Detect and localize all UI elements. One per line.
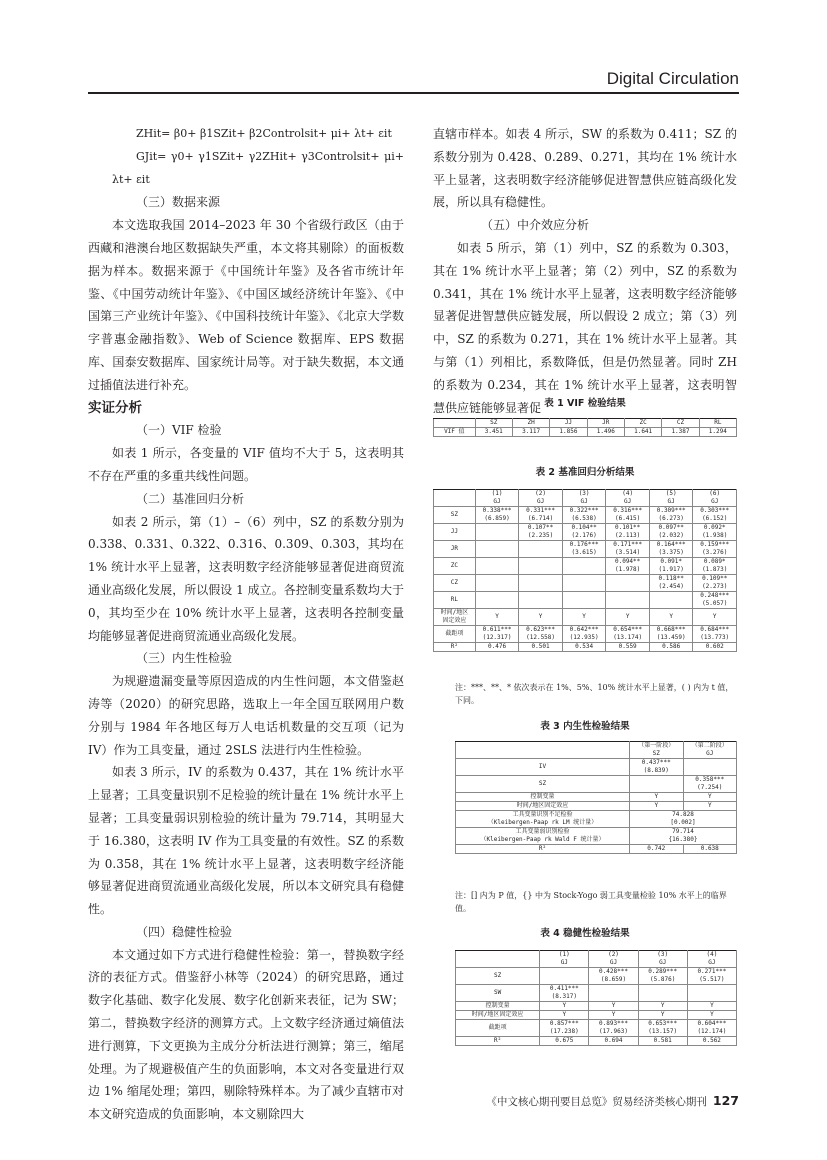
table-row xyxy=(456,985,737,1002)
equation-1: ZHit= β0+ β1SZit+ β2Controlsit+ μi+ λt+ εit xyxy=(136,127,392,140)
table-cell: 0.602 xyxy=(693,643,737,652)
table-cell: 0.316*** (6.415) xyxy=(606,507,650,524)
table-cell: (1) GJ xyxy=(475,490,519,507)
table-row xyxy=(434,541,737,558)
table-cell: Y xyxy=(606,609,650,626)
table-cell: 0.322*** (6.538) xyxy=(562,507,606,524)
table-cell: 时间/地区 固定效应 xyxy=(434,609,476,626)
table-cell: Y xyxy=(638,1011,687,1020)
table-cell xyxy=(687,985,736,1002)
table-cell: Y xyxy=(630,793,683,802)
table-cell xyxy=(562,558,606,575)
table-cell xyxy=(456,742,630,759)
table-cell: 0.642*** (12.935) xyxy=(562,626,606,643)
table-cell: 0.089* (1.873) xyxy=(693,558,737,575)
table-cell: 0.675 xyxy=(540,1037,589,1046)
table-cell: RL xyxy=(434,592,476,609)
page-number: 127 xyxy=(712,1093,739,1108)
table-header-row xyxy=(434,419,737,428)
table-cell: 0.164*** (3.375) xyxy=(649,541,693,558)
right-column xyxy=(433,123,737,419)
table-cell: 工具变量识别不足检验 （Kleibergen-Paap rk LM 统计量） xyxy=(456,811,630,828)
table-cell: （第二阶段） GJ xyxy=(683,742,737,759)
table-cell: Y xyxy=(589,1011,638,1020)
table-cell: 1.496 xyxy=(587,428,624,437)
table-cell: 1.856 xyxy=(550,428,587,437)
table-cell: SZ xyxy=(475,419,512,428)
table-header-row xyxy=(456,951,737,968)
table-cell: JJ xyxy=(434,524,476,541)
table-cell: 0.104** (2.176) xyxy=(562,524,606,541)
table-cell xyxy=(606,575,650,592)
table2-baseline xyxy=(433,489,737,652)
table-cell xyxy=(475,592,519,609)
table-cell: 0.109** (2.273) xyxy=(693,575,737,592)
table-cell xyxy=(519,541,563,558)
table1-caption: 表 1 VIF 检验结果 xyxy=(544,398,626,409)
table-cell: ZC xyxy=(434,558,476,575)
table-header-row xyxy=(456,742,737,759)
table-cell: JJ xyxy=(550,419,587,428)
table-row xyxy=(456,968,737,985)
table-cell: 0.581 xyxy=(638,1037,687,1046)
table-cell: 0.437*** (8.839) xyxy=(630,759,683,776)
table-cell xyxy=(606,592,650,609)
table-header-row xyxy=(434,490,737,507)
section-heading-empirical: 实证分析 xyxy=(88,399,142,416)
table-cell xyxy=(519,558,563,575)
table-cell: RL xyxy=(699,419,736,428)
table2-caption: 表 2 基准回归分析结果 xyxy=(535,467,635,478)
table-cell xyxy=(589,985,638,1002)
table-cell: (5) GJ xyxy=(649,490,693,507)
table-cell: Y xyxy=(519,609,563,626)
left-column xyxy=(88,123,404,1126)
subheading-endogeneity: （三）内生性检验 xyxy=(136,651,233,666)
table-cell: 0.604*** (12.174) xyxy=(687,1020,736,1037)
table-cell xyxy=(519,575,563,592)
table-row xyxy=(456,828,737,845)
table-cell xyxy=(434,419,476,428)
table-cell: 0.653*** (13.157) xyxy=(638,1020,687,1037)
table-cell: 0.501 xyxy=(519,643,563,652)
table-cell: 0.668*** (13.459) xyxy=(649,626,693,643)
table-cell: (2) GJ xyxy=(589,951,638,968)
table-cell: 0.331*** (6.714) xyxy=(519,507,563,524)
paragraph-robustness: 本文通过如下方式进行稳健性检验：第一，替换数字经济的表征方式。借鉴舒小林等（2024）的研究思路，通过数字化基础、数字化发展、数字化创新来表征，记为 SW；第二，替换数字经济的测算方式。上文数字经济通过熵值法进行测算，下文更换为主成分分析法进行测算；第三，缩尾处理。为了规避极值产生的负面影响，本文对各变量进行双边 1% 缩尾处理；第四，剔除特殊样本。为了减少直辖市对本文研究造成的负面影响，本文剔除四大 xyxy=(88,947,404,1122)
table-cell xyxy=(562,592,606,609)
paragraph-endogeneity-b: 如表 3 所示，IV 的系数为 0.437，其在 1% 统计水平上显著；工具变量识别不足检验的统计量在 1% 统计水平上显著；工具变量弱识别检验的统计量为 79.714，其明显大于 16.380，这表明 IV 作为工具变量的有效性。SZ 的系数为 0.358，其在 1% 统计水平上显著，这表明数字经济能够显著促进商贸流通业高级化发展，所以本文研究具有稳健性。 xyxy=(88,765,404,917)
table-row xyxy=(434,558,737,575)
table-cell: Y xyxy=(638,1002,687,1011)
table-cell: 控制变量 xyxy=(456,793,630,802)
table-cell: 0.309*** (6.273) xyxy=(649,507,693,524)
table-cell: 3.117 xyxy=(512,428,549,437)
table-cell xyxy=(434,490,476,507)
table-cell: 0.101** (2.113) xyxy=(606,524,650,541)
paragraph-mediation: 如表 5 所示，第（1）列中，SZ 的系数为 0.303，其在 1% 统计水平上显著；第（2）列中，SZ 的系数为 0.341，其在 1% 统计水平上显著，这表明数字经济能够显著促进智慧供应链发展，所以假设 2 成立；第（3）列中，SZ 的系数为 0.271，其在 1% 统计水平上显著。其与第（1）列相比，系数降低，但是仍然显著。同时 ZH 的系数为 0.234，其在 1% 统计水平上显著，这表明智慧供应链能够显著促 xyxy=(433,240,737,415)
table-cell: 0.534 xyxy=(562,643,606,652)
table-cell xyxy=(630,776,683,793)
table-cell: 截距项 xyxy=(456,1020,540,1037)
table-cell: Y xyxy=(687,1011,736,1020)
table-cell: 0.611*** (12.317) xyxy=(475,626,519,643)
table-cell: 0.171*** (3.514) xyxy=(606,541,650,558)
subheading-vif: （一）VIF 检验 xyxy=(136,423,222,438)
table-cell: 0.562 xyxy=(687,1037,736,1046)
table-row xyxy=(456,793,737,802)
table-cell: 0.338*** (6.859) xyxy=(475,507,519,524)
table-row xyxy=(456,802,737,811)
paragraph-baseline: 如表 2 所示，第（1）–（6）列中，SZ 的系数分别为 0.338、0.331、0.322、0.316、0.309、0.303，其均在 1% 统计水平上显著，这表明数字经济能够显著促进商贸流通业高级化发展，所以假设 1 成立。各控制变量系数均大于 0，其均至少在 10% 统计水平上显著，这表明各控制变量均能够显著促进商贸流通业高级化发展。 xyxy=(88,514,404,643)
table-cell: 时间/地区固定效应 xyxy=(456,1011,540,1020)
subheading-baseline: （二）基准回归分析 xyxy=(136,491,245,506)
table-row xyxy=(434,609,737,626)
table1-vif xyxy=(433,418,737,437)
table-cell: SZ xyxy=(456,968,540,985)
table4-caption: 表 4 稳健性检验结果 xyxy=(540,928,630,939)
table-cell: 0.097** (2.032) xyxy=(649,524,693,541)
page-footer xyxy=(486,1093,739,1109)
table-cell: 0.159*** (3.276) xyxy=(693,541,737,558)
table-cell: (4) GJ xyxy=(687,951,736,968)
table-cell: （第一阶段） SZ xyxy=(630,742,683,759)
paragraph-data-source: 本文选取我国 2014–2023 年 30 个省级行政区（由于西藏和港澳台地区数据缺失严重，本文将其剔除）的面板数据为样本。数据来源于《中国统计年鉴》及各省市统计年鉴、《中国劳动统计年鉴》、《中国区域经济统计年鉴》、《中国第三产业统计年鉴》、《中国科技统计年鉴》、《北京大学数字普惠金融指数》、Web of Science 数据库、EPS 数据库、国泰安数据库、国家统计局等。对于缺失数据，本文通过插值法进行补充。 xyxy=(88,218,404,392)
table-cell xyxy=(456,951,540,968)
paragraph-endogeneity-a: 为规避遗漏变量等原因造成的内生性问题，本文借鉴赵涛等（2020）的研究思路，选取上一年全国互联网用户数分别与 1984 年各地区每万人电话机数量的交互项（记为 IV）作为工具变量，通过 2SLS 法进行内生性检验。 xyxy=(88,674,404,757)
table-cell: (6) GJ xyxy=(693,490,737,507)
table-row xyxy=(456,759,737,776)
table-cell: (4) GJ xyxy=(606,490,650,507)
table-cell xyxy=(475,558,519,575)
table4-robustness xyxy=(455,950,737,1046)
table-cell: R² xyxy=(456,845,630,854)
table-row xyxy=(434,507,737,524)
table-cell: (1) GJ xyxy=(540,951,589,968)
table-cell xyxy=(649,592,693,609)
table-cell xyxy=(638,985,687,1002)
table-cell: 74.828 [0.002] xyxy=(630,811,737,828)
table-cell xyxy=(475,524,519,541)
subheading-robustness: （四）稳健性检验 xyxy=(136,924,233,939)
table3-caption: 表 3 内生性检验结果 xyxy=(540,721,630,732)
table-cell: Y xyxy=(589,1002,638,1011)
table-cell: 0.857*** (17.238) xyxy=(540,1020,589,1037)
table-cell: (2) GJ xyxy=(519,490,563,507)
table-cell: Y xyxy=(683,802,737,811)
table-cell: 0.654*** (13.174) xyxy=(606,626,650,643)
table-cell: JR xyxy=(587,419,624,428)
table-cell: 0.638 xyxy=(683,845,737,854)
table-cell: Y xyxy=(562,609,606,626)
paragraph-vif: 如表 1 所示，各变量的 VIF 值均不大于 5，这表明其不存在严重的多重共线性问题。 xyxy=(88,446,404,483)
table-cell: 0.271*** (5.517) xyxy=(687,968,736,985)
table-row xyxy=(434,575,737,592)
table-cell: Y xyxy=(630,802,683,811)
header-rule xyxy=(88,92,739,94)
table-cell: 0.684*** (13.773) xyxy=(693,626,737,643)
table-row xyxy=(434,592,737,609)
table-cell: Y xyxy=(540,1002,589,1011)
table-row xyxy=(456,811,737,828)
table-cell: 1.387 xyxy=(662,428,699,437)
subheading-data-source: （三）数据来源 xyxy=(136,195,221,210)
table-cell: 工具变量弱识别检验 （Kleibergen-Paap rk Wald F 统计量） xyxy=(456,828,630,845)
table-cell: 时间/地区固定效应 xyxy=(456,802,630,811)
table-cell: ZC xyxy=(624,419,661,428)
table-cell: 截距项 xyxy=(434,626,476,643)
table-cell: 控制变量 xyxy=(456,1002,540,1011)
table-cell: CZ xyxy=(662,419,699,428)
table-cell xyxy=(519,592,563,609)
table-row xyxy=(434,524,737,541)
table-cell: SW xyxy=(456,985,540,1002)
table-cell: 0.358*** (7.254) xyxy=(683,776,737,793)
table-cell: 0.694 xyxy=(589,1037,638,1046)
table-cell: Y xyxy=(687,1002,736,1011)
table-cell: Y xyxy=(475,609,519,626)
table-cell: 0.893*** (17.963) xyxy=(589,1020,638,1037)
table-row xyxy=(434,428,737,437)
table-cell xyxy=(475,541,519,558)
table-row xyxy=(456,1002,737,1011)
table-cell: 0.411*** (8.317) xyxy=(540,985,589,1002)
table-cell: Y xyxy=(649,609,693,626)
equation-2: GJit= γ0+ γ1SZit+ γ2ZHit+ γ3Controlsit+ μi+ λt+ εit xyxy=(112,149,404,186)
table-cell: SZ xyxy=(434,507,476,524)
table-cell: CZ xyxy=(434,575,476,592)
table-cell: IV xyxy=(456,759,630,776)
table-cell: Y xyxy=(540,1011,589,1020)
table-cell: 0.623*** (12.558) xyxy=(519,626,563,643)
table2-note: 注：***、**、* 依次表示在 1%、5%、10% 统计水平上显著，( ) 内为 t 值，下同。 xyxy=(455,683,734,705)
table-cell: 0.092* (1.938) xyxy=(693,524,737,541)
table-row xyxy=(434,626,737,643)
table-cell xyxy=(475,575,519,592)
table-cell: 3.451 xyxy=(475,428,512,437)
table-cell xyxy=(683,759,737,776)
table-cell: 0.248*** (5.057) xyxy=(693,592,737,609)
table-cell: 0.118** (2.454) xyxy=(649,575,693,592)
table-cell: 0.476 xyxy=(475,643,519,652)
table-row xyxy=(456,776,737,793)
table-cell: 0.094** (1.978) xyxy=(606,558,650,575)
table-row xyxy=(456,1037,737,1046)
table-cell: SZ xyxy=(456,776,630,793)
table-row xyxy=(456,1020,737,1037)
table-cell: 0.107** (2.235) xyxy=(519,524,563,541)
table-cell: VIF 值 xyxy=(434,428,476,437)
paragraph-robustness-cont: 直辖市样本。如表 4 所示，SW 的系数为 0.411；SZ 的系数分别为 0.428、0.289、0.271，其均在 1% 统计水平上显著，这表明数字经济能够促进智慧供应链高级化发展，所以具有稳健性。 xyxy=(433,127,737,210)
table-cell: 0.176*** (3.615) xyxy=(562,541,606,558)
table-cell: 79.714 {16.380} xyxy=(630,828,737,845)
table-cell: 0.559 xyxy=(606,643,650,652)
table-cell: ZH xyxy=(512,419,549,428)
subheading-mediation: （五）中介效应分析 xyxy=(481,218,590,233)
table-cell: 0.289*** (5.876) xyxy=(638,968,687,985)
journal-section-title: Digital Circulation xyxy=(606,69,739,88)
table-cell: 0.303*** (6.152) xyxy=(693,507,737,524)
table-cell: (3) GJ xyxy=(562,490,606,507)
table-cell: R² xyxy=(456,1037,540,1046)
table-cell: 1.641 xyxy=(624,428,661,437)
table3-note: 注：[] 内为 P 值，{} 中为 Stock-Yogo 弱工具变量检验 10% 水平上的临界值。 xyxy=(455,891,727,913)
table-cell: Y xyxy=(683,793,737,802)
table-cell: (3) GJ xyxy=(638,951,687,968)
table3-endogeneity xyxy=(455,741,737,854)
table-row xyxy=(456,845,737,854)
table-cell: 1.294 xyxy=(699,428,736,437)
table-cell: R² xyxy=(434,643,476,652)
table-row xyxy=(434,643,737,652)
table-cell: 0.742 xyxy=(630,845,683,854)
table-cell: 0.586 xyxy=(649,643,693,652)
table-cell: Y xyxy=(693,609,737,626)
table-row xyxy=(456,1011,737,1020)
table-cell xyxy=(540,968,589,985)
table-cell: 0.428*** (8.659) xyxy=(589,968,638,985)
table-cell: JR xyxy=(434,541,476,558)
footer-journal-note: 《中文核心期刊要目总览》贸易经济类核心期刊 xyxy=(486,1096,707,1108)
table-cell xyxy=(562,575,606,592)
table-cell: 0.091* (1.917) xyxy=(649,558,693,575)
